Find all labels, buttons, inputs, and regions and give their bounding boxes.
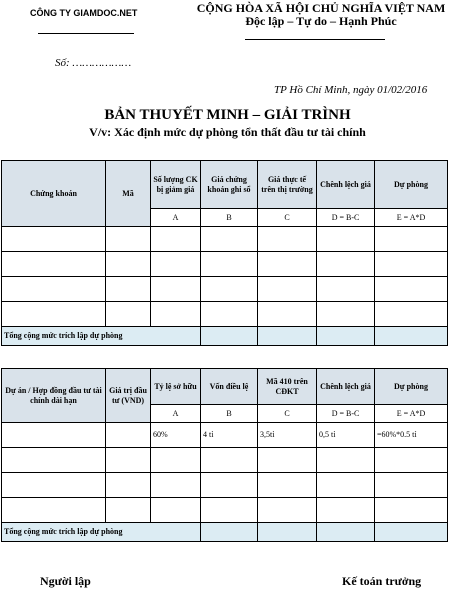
nation-name: CỘNG HÒA XÃ HỘI CHỦ NGHĨA VIỆT NAM (196, 1, 446, 15)
code-c: C (258, 209, 317, 227)
table-cell (258, 498, 317, 523)
signature-preparer: Người lập (40, 574, 91, 588)
table-cell (258, 227, 317, 252)
header-quantity: Số lượng CK bị giảm giá (151, 161, 201, 209)
total-cell (317, 523, 375, 542)
header-investment-value: Giá trị đầu tư (VND) (106, 369, 151, 423)
nation-motto: Độc lập – Tự do – Hạnh Phúc (245, 14, 397, 28)
table-row (2, 252, 448, 277)
table-cell (317, 252, 375, 277)
document-subtitle: V/v: Xác định mức dự phòng tổn thất đầu tư tài chính (89, 125, 366, 139)
table-cell (201, 448, 258, 473)
total-label: Tổng cộng mức trích lập dự phòng (2, 523, 201, 542)
table-cell (2, 302, 106, 327)
table-cell (106, 473, 151, 498)
table-cell: 3,5tỉ (258, 423, 317, 448)
table-cell (151, 473, 201, 498)
place-date: TP Hồ Chí Minh, ngày 01/02/2016 (274, 84, 428, 96)
table-cell (317, 277, 375, 302)
document-number: Số: ……………… (55, 57, 132, 69)
table-cell (151, 227, 201, 252)
total-row (2, 327, 448, 346)
company-underline (38, 33, 134, 34)
table-cell (151, 277, 201, 302)
code-c: C (258, 405, 317, 423)
table-cell (201, 498, 258, 523)
header-market-price: Giá thực tế trên thị trường (258, 161, 317, 209)
signature-chief-accountant: Kế toán trưởng (342, 574, 422, 588)
header-code-410: Mã 410 trên CĐKT (258, 369, 317, 405)
table-cell: 4 tỉ (201, 423, 258, 448)
table-cell (317, 302, 375, 327)
code-b: B (201, 209, 258, 227)
table-cell (201, 302, 258, 327)
table-cell (375, 473, 448, 498)
table-cell (201, 252, 258, 277)
total-cell (258, 327, 317, 346)
table-cell (375, 227, 448, 252)
table-row (2, 473, 448, 498)
table-cell (201, 277, 258, 302)
table-cell (106, 227, 151, 252)
table-cell (258, 252, 317, 277)
table-cell (375, 252, 448, 277)
header-provision: Dự phòng (375, 161, 448, 209)
table-cell (2, 448, 106, 473)
table-cell: =60%*0.5 tỉ (375, 423, 448, 448)
table-cell (258, 473, 317, 498)
company-name: CÔNG TY GIAMDOC.NET (30, 8, 138, 18)
code-e: E = A*D (375, 405, 448, 423)
code-a: A (151, 209, 201, 227)
table-row (2, 423, 448, 448)
header-ownership-ratio: Tỷ lệ sở hữu (151, 369, 201, 405)
table-cell (151, 448, 201, 473)
table-cell (317, 448, 375, 473)
table-row (2, 302, 448, 327)
header-investment-project: Dự án / Hợp đồng đầu tư tài chính dài hạn (2, 369, 106, 423)
header-code: Mã (106, 161, 151, 227)
table-cell (201, 473, 258, 498)
table-cell (375, 498, 448, 523)
total-label: Tổng cộng mức trích lập dự phòng (2, 327, 201, 346)
table-cell (151, 498, 201, 523)
table-cell (2, 252, 106, 277)
table-cell (258, 277, 317, 302)
table-cell (106, 277, 151, 302)
investment-provision-table (1, 368, 448, 542)
total-cell (375, 327, 448, 346)
table-cell (375, 302, 448, 327)
table-cell (106, 252, 151, 277)
table-cell (317, 227, 375, 252)
table-cell (106, 498, 151, 523)
code-a: A (151, 405, 201, 423)
code-d: D = B-C (317, 405, 375, 423)
table-cell (106, 448, 151, 473)
total-row (2, 523, 448, 542)
table-cell (2, 227, 106, 252)
table-cell (151, 252, 201, 277)
header-charter-capital: Vốn điều lệ (201, 369, 258, 405)
table-row (2, 277, 448, 302)
header-price-difference: Chênh lệch giá (317, 161, 375, 209)
total-cell (375, 523, 448, 542)
table-cell (317, 498, 375, 523)
securities-provision-table (1, 160, 448, 346)
total-cell (201, 523, 258, 542)
table-cell: 0,5 tỉ (317, 423, 375, 448)
table-cell (2, 423, 106, 448)
code-d: D = B-C (317, 209, 375, 227)
table-row (2, 227, 448, 252)
header-securities: Chứng khoán (2, 161, 106, 227)
table-cell (258, 448, 317, 473)
code-b: B (201, 405, 258, 423)
table-cell (2, 277, 106, 302)
table-cell (2, 473, 106, 498)
table-cell (375, 277, 448, 302)
table-row (2, 498, 448, 523)
total-cell (201, 327, 258, 346)
table-cell (317, 473, 375, 498)
code-e: E = A*D (375, 209, 448, 227)
table-row (2, 448, 448, 473)
table-cell: 60% (151, 423, 201, 448)
header-book-price: Giá chứng khoán ghi sổ (201, 161, 258, 209)
table-cell (151, 302, 201, 327)
table-cell (2, 498, 106, 523)
table-cell (375, 448, 448, 473)
table-cell (201, 227, 258, 252)
document-title: BẢN THUYẾT MINH – GIẢI TRÌNH (104, 107, 351, 123)
header-provision: Dự phòng (375, 369, 448, 405)
table-cell (106, 302, 151, 327)
motto-underline (245, 39, 385, 40)
total-cell (317, 327, 375, 346)
table-cell (258, 302, 317, 327)
table-cell (106, 423, 151, 448)
total-cell (258, 523, 317, 542)
header-price-difference: Chênh lệch giá (317, 369, 375, 405)
